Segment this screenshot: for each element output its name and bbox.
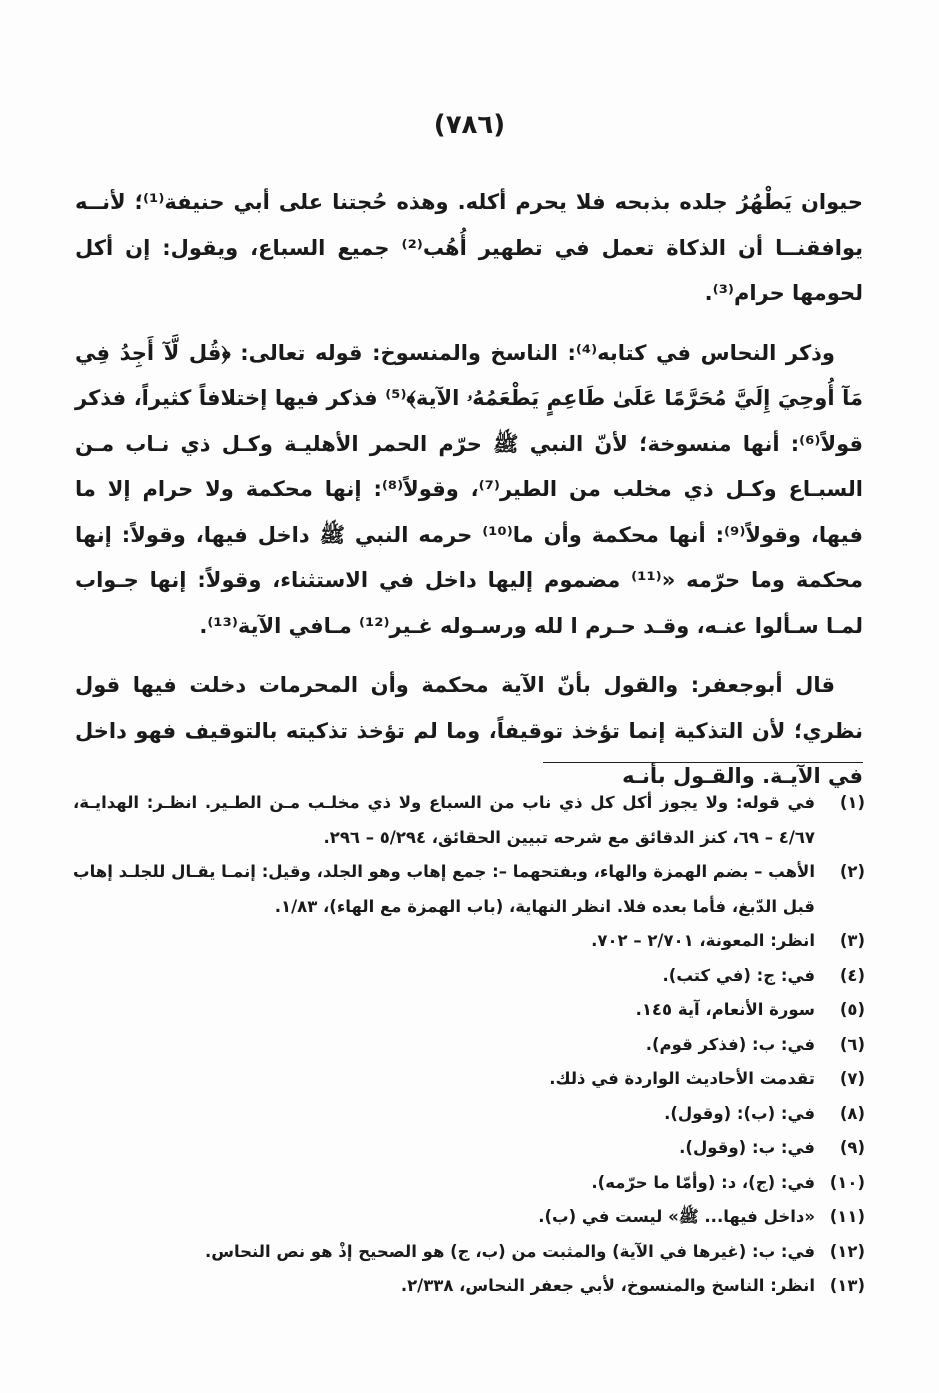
footnote-item: [73, 855, 865, 924]
footnote-item: [73, 1062, 865, 1097]
footnote-number: (٧): [839, 1069, 865, 1088]
page-number: (٧٨٦): [433, 110, 506, 140]
footnote-text: سورة الأنعام، آية ١٤٥.: [635, 1000, 815, 1019]
footnote-text: في قوله: ولا يجوز أكل كل ذي ناب من السباع ولا ذي مخلـب مـن الطـير. انظـر: الهدايـة، ٤/٦٧ – ٦٩، كنز الدقائق مع شرحه تبيين الحقائق، ٥/٢٩٤ – ٢٩٦.: [73, 793, 815, 847]
footnote-text: في: ب: (وقول).: [679, 1138, 815, 1157]
footnote-text: في: ب: (فذكر قوم).: [645, 1034, 815, 1054]
footnote-number: (٤): [839, 965, 865, 985]
footnote-text: في: (ب): (وقول).: [664, 1103, 815, 1123]
footnote-number: (١): [839, 793, 865, 812]
paragraph-3: قال أبوجعفر: والقول بأنّ الآية محكمة وأن المحرمات دخلت فيها قول نظري؛ لأن التذكية إنما تؤخذ توقيفاً، وما لم تؤخذ تذكيته بالتوقيف فهو داخل في الآيـة. والقـول بأنـه: [75, 673, 863, 788]
footnote-number: (٩): [839, 1138, 865, 1157]
footnote-item: [73, 993, 865, 1028]
footnote-item: [73, 1166, 865, 1201]
footnote-text: انظر: الناسخ والمنسوخ، لأبي جعفر النحاس، ٢/٣٣٨.: [400, 1276, 815, 1295]
footnote-number: (١١): [829, 1207, 865, 1226]
paragraph-2: وذكر النحاس في كتابه⁽⁴⁾: الناسخ والمنسوخ: قوله تعالى: ﴿قُل لَّآ أَجِدُ فِي مَآ أُوحِيَ إِلَيَّ مُحَرَّمًا عَلَىٰ طَاعِمٍ يَطْعَمُهُۥ الآية﴾⁽⁵⁾ فذكر فيها إختلافاً كثيراً، فذكر قولاً⁽⁶⁾: أنها منسوخة؛ لأنّ النبي ﷺ حرّم الحمر الأهليـة وكـل ذي نـاب مـن السبـاع وكـل ذي مخلب من الطير⁽⁷⁾، وقولاً⁽⁸⁾: إنها محكمة ولا حرام إلا ما فيها، وقولاً⁽⁹⁾: أنها محكمة وأن ما⁽¹⁰⁾ حرمه النبي ﷺ داخل فيها، وقولاً: إنها محكمة وما حرّمه «⁽¹¹⁾ مضموم إليها داخل في الاستثناء، وقولاً: إنها جـواب لمـا سـألوا عنـه، وقـد حـرم ا لله ورسـوله غـير⁽¹²⁾ مـافي الآية⁽¹³⁾.: [75, 340, 864, 638]
footnote-number: (٣): [839, 931, 865, 950]
footnote-text: في: ب: (غيرها في الآية) والمثبت من (ب، ج) هو الصحيح إذْ هو نص النحاس.: [204, 1241, 815, 1261]
footnote-text: انظر: المعونة، ٢/٧٠١ – ٧٠٢.: [591, 931, 815, 950]
footnote-item: [73, 924, 865, 959]
footnote-item: [73, 1131, 865, 1166]
footnote-number: (١٢): [829, 1241, 865, 1261]
footnote-number: (٢): [839, 862, 865, 881]
paragraph-1: حيوان يَطْهُرُ جلده بذبحه فلا يحرم أكله. وهذه حُجتنا على أبي حنيفة⁽¹⁾؛ لأنــه يوافقنــا أن الذكاة تعمل في تطهير أُهُب⁽²⁾ جميع السباع، ويقول: إن أكل لحومها حرام⁽³⁾.: [75, 190, 864, 305]
footnote-item: [73, 1200, 865, 1235]
footnote-number: (٥): [839, 1000, 865, 1019]
footnote-item: [73, 1028, 865, 1063]
footnote-item: [73, 1097, 865, 1132]
footnote-text: «داخل فيها... ﷺ» ليست في (ب).: [538, 1207, 815, 1226]
footnote-item: [73, 1269, 865, 1304]
footnote-text: في: (ج)، د: (وأمّا ما حرّمه).: [591, 1172, 815, 1192]
footnote-text: تقدمت الأحاديث الواردة في ذلك.: [549, 1069, 815, 1088]
footnote-item: [73, 959, 865, 994]
footnote-item: [73, 786, 865, 855]
footnote-item: [73, 1235, 865, 1270]
footnote-text: في: ج: (في كتب).: [662, 965, 815, 985]
footnote-number: (٨): [839, 1103, 865, 1123]
footnote-number: (٦): [839, 1034, 865, 1054]
footnote-text: الأهب – بضم الهمزة والهاء، وبفتحهما –: جمع إهاب وهو الجلد، وقيل: إنمـا يقـال للجلـد إهاب قبل الدّبغ، فأما بعده فلا. انظر النهاية، (باب الهمزة مع الهاء)، ١/٨٣.: [73, 862, 815, 916]
footnote-number: (١٣): [829, 1276, 865, 1295]
footnote-divider: [543, 762, 863, 763]
main-text: [75, 180, 863, 814]
footnote-number: (١٠): [829, 1172, 865, 1192]
footnotes-list: [73, 786, 865, 1304]
